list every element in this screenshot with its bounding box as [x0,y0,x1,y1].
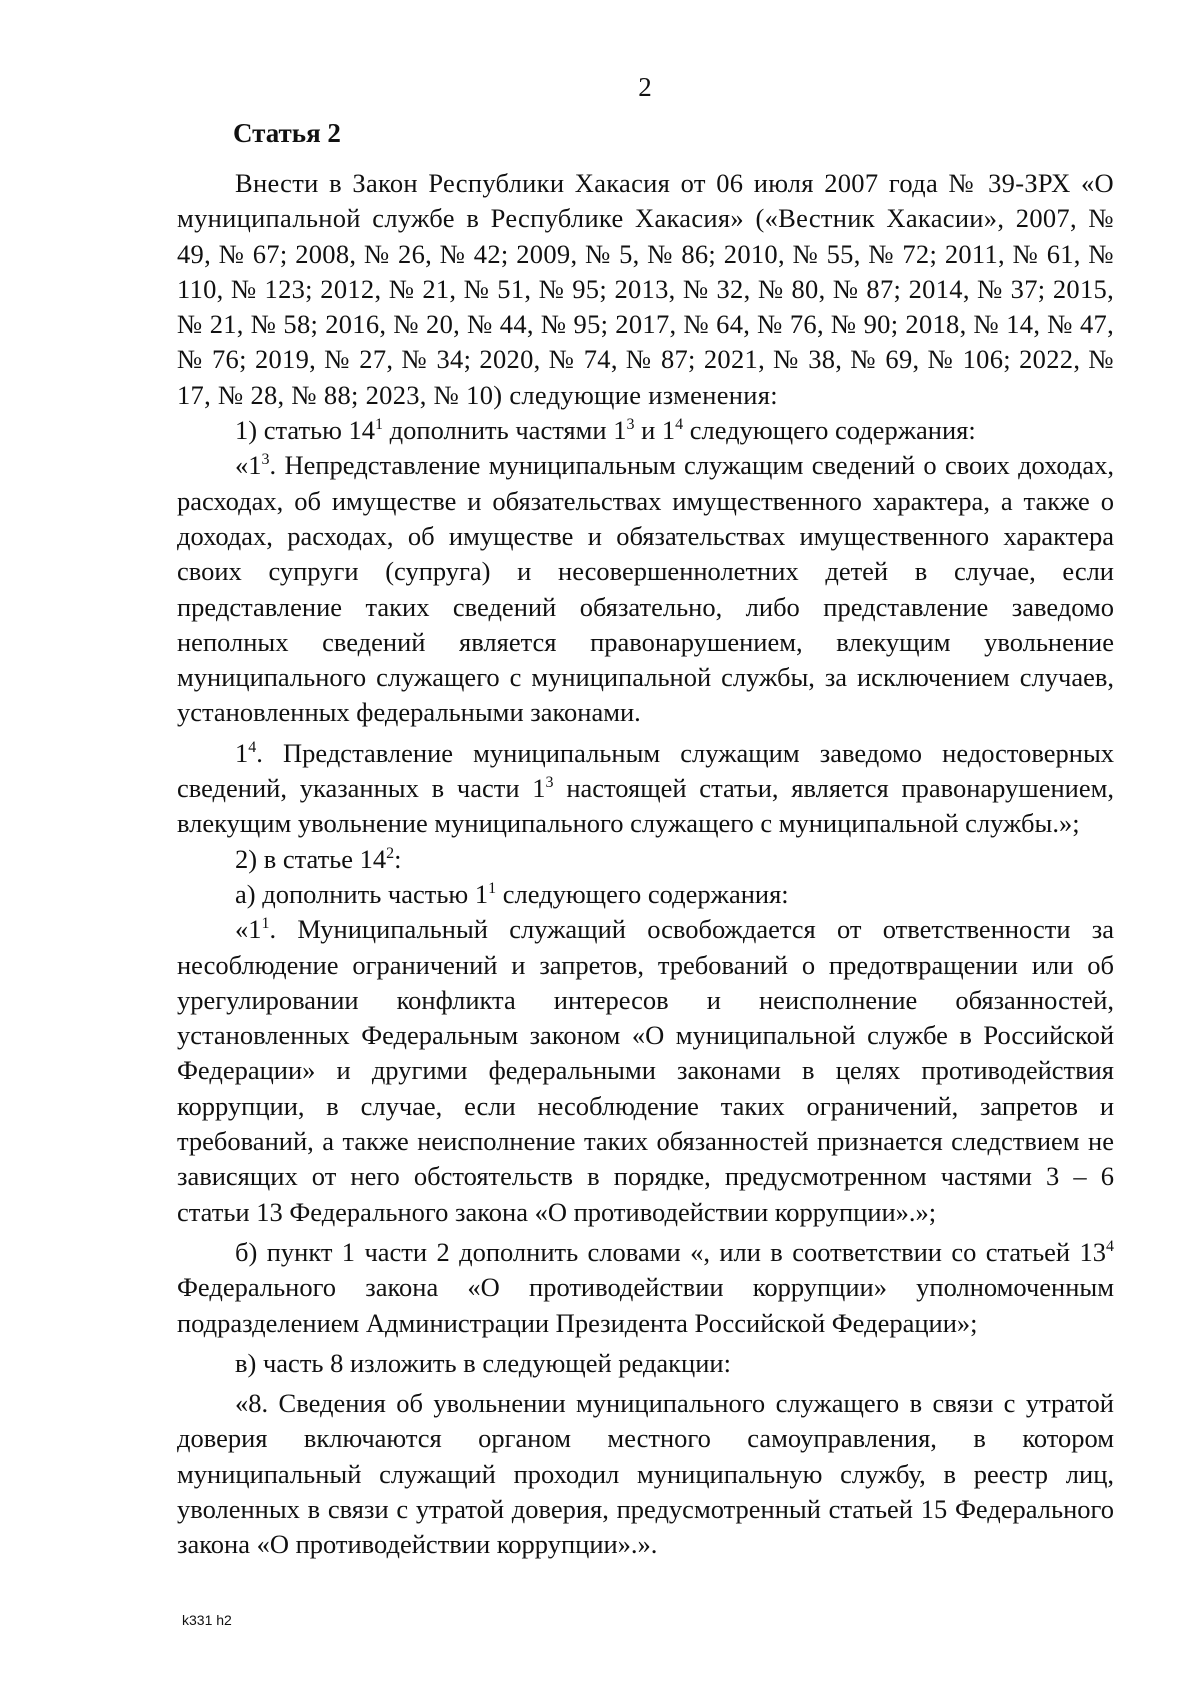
text-run: дополнить частями 1 [383,415,627,446]
text-run: : [394,843,402,874]
paragraph-item-2b [177,1235,1114,1341]
text-run: «1 [235,914,262,945]
text-run: следующего содержания: [496,878,789,909]
superscript: 4 [675,416,684,434]
paragraph-item-2a [177,877,1114,912]
page-number: 2 [638,72,652,102]
paragraph-item-2v [177,1346,1114,1381]
paragraph-intro [177,166,1114,413]
paragraph-part-1-1 [177,912,1114,1230]
article-heading: Статья 2 [233,118,341,148]
paragraph-text: в) часть 8 изложить в следующей редакции: [235,1347,731,1378]
superscript: 3 [261,451,270,469]
paragraph-text: «8. Сведения об увольнении муниципального служащего в связи с утратой доверия включаются органом местного самоуправления, в котором муниципальный служащий проходил муниципальную службу, в реестр лиц, уволенных в связи с утратой доверия, предусмотренный статьей 15 Федерального закона «О противодействии коррупции».». [177,1388,1114,1560]
document-body [177,166,1114,1563]
paragraph-item-1 [177,413,1114,448]
text-run: и 1 [634,415,676,446]
paragraph-part-8 [177,1386,1114,1562]
superscript: 1 [375,416,384,434]
text-run: «1 [235,450,262,481]
footer-document-code: k331 h2 [182,1612,232,1628]
text-run: Федерального закона «О противодействии коррупции» уполномоченным подразделением Администрации Президента Российской Федерации»; [177,1272,1114,1338]
paragraph-part-1-4 [177,736,1114,842]
text-run: . Муниципальный служащий освобождается от ответственности за несоблюдение ограничений и запретов, требований о предотвращении или об урегулировании конфликта интересов и неисполнение обязанностей, установленных Федеральным законом «О муниципальной службе в Российской Федерации» и другими федеральными законами в целях противодействия коррупции, в случае, если несоблюдение таких ограничений, запретов и требований, а также неисполнение таких обязанностей признается следствием не зависящих от него обстоятельств в порядке, предусмотренном частями 3 – 6 статьи 13 Федерального закона «О противодействии коррупции».»; [177,914,1114,1227]
paragraph-part-1-3 [177,448,1114,730]
superscript: 1 [488,879,497,897]
text-run: 1) статью 14 [235,415,376,446]
text-run: . Представление муниципальным служащим заведомо недостоверных сведений, указанных в части 1 [177,737,1114,804]
paragraph-item-2 [177,842,1114,877]
text-run: 2) в статье 14 [235,843,387,874]
superscript: 1 [261,915,270,933]
text-run: б) пункт 1 части 2 дополнить словами «, или в соответствии со статьей 13 [235,1236,1106,1267]
superscript: 3 [545,774,554,792]
text-run: 1 [235,737,249,768]
text-run: . Непредставление муниципальным служащим сведений о своих доходах, расходах, об имуществе и обязательствах имущественного характера, а также о доходах, расходах, об имуществе и обязательствах имущественного характера своих супруги (супруга) и несовершеннолетних детей в случае, если представление таких сведений обязательно, либо представление заведомо неполных сведений является правонарушением, влекущим увольнение муниципального служащего с муниципальной службы, за исключением случаев, установленных федеральными законами. [177,450,1114,728]
text-run: следующего содержания: [683,415,976,446]
text-run: настоящей статьи, является правонарушением, влекущим увольнение муниципального служащего с муниципальной службы.»; [177,773,1114,839]
superscript: 4 [248,738,257,756]
text-run: а) дополнить частью 1 [235,878,489,909]
paragraph-text: Внести в Закон Республики Хакасия от 06 июля 2007 года № 39-ЗРХ «О муниципальной службе в Республике Хакасия» («Вестник Хакасии», 2007, № 49, № 67; 2008, № 26, № 42; 2009, № 5, № 86; 2010, № 55, № 72; 2011, № 61, № 110, № 123; 2012, № 21, № 51, № 95; 2013, № 32, № 80, № 87; 2014, № 37; 2015, № 21, № 58; 2016, № 20, № 44, № 95; 2017, № 64, № 76, № 90; 2018, № 14, № 47, № 76; 2019, № 27, № 34; 2020, № 74, № 87; 2021, № 38, № 69, № 106; 2022, № 17, № 28, № 88; 2023, № 10) следующие изменения: [177,168,1114,410]
superscript: 4 [1106,1237,1114,1255]
superscript: 3 [626,416,635,434]
superscript: 2 [386,844,395,862]
